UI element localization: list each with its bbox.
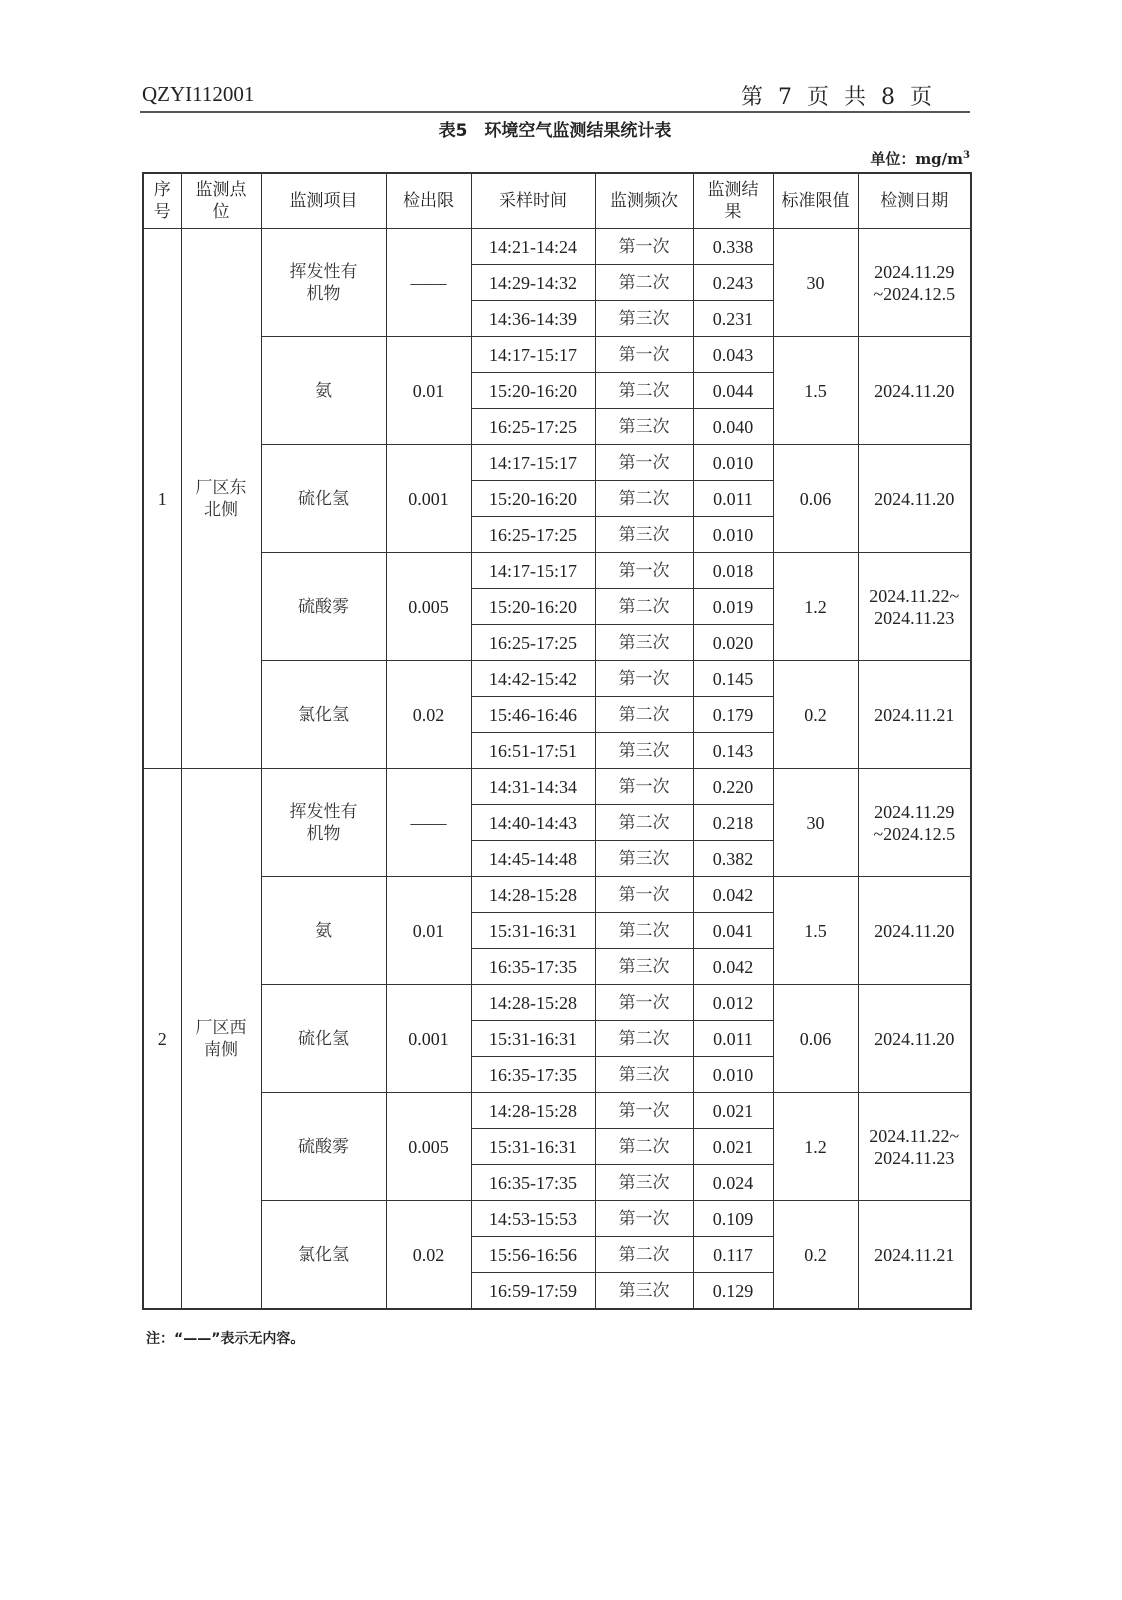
frequency: 第一次 [595, 445, 693, 481]
table-row [143, 985, 971, 1021]
result-value: 0.041 [693, 913, 773, 949]
result-value: 0.012 [693, 985, 773, 1021]
result-value: 0.019 [693, 589, 773, 625]
unit-superscript: 3 [963, 150, 970, 161]
result-value: 0.021 [693, 1093, 773, 1129]
standard-limit: 1.2 [773, 553, 858, 661]
test-date: 2024.11.20 [858, 445, 971, 553]
column-header-seq: 序号 [143, 173, 181, 229]
test-date: 2024.11.22~ 2024.11.23 [858, 1093, 971, 1201]
standard-limit: 1.5 [773, 877, 858, 985]
frequency: 第二次 [595, 805, 693, 841]
frequency: 第一次 [595, 1201, 693, 1237]
sampling-time: 14:40-14:43 [471, 805, 595, 841]
frequency: 第二次 [595, 589, 693, 625]
result-value: 0.179 [693, 697, 773, 733]
column-header-detection-limit: 检出限 [386, 173, 471, 229]
standard-limit: 1.2 [773, 1093, 858, 1201]
detection-limit: —— [386, 769, 471, 877]
column-header-test-date: 检测日期 [858, 173, 971, 229]
table-row [143, 769, 971, 805]
sampling-time: 14:31-14:34 [471, 769, 595, 805]
frequency: 第三次 [595, 625, 693, 661]
item-name: 硫化氢 [261, 985, 386, 1093]
item-name: 挥发性有机物 [261, 769, 386, 877]
sampling-time: 14:29-14:32 [471, 265, 595, 301]
frequency: 第二次 [595, 265, 693, 301]
test-date: 2024.11.29 ~2024.12.5 [858, 769, 971, 877]
frequency: 第三次 [595, 1057, 693, 1093]
frequency: 第二次 [595, 481, 693, 517]
item-name: 硫酸雾 [261, 553, 386, 661]
sampling-time: 16:25-17:25 [471, 517, 595, 553]
result-value: 0.382 [693, 841, 773, 877]
column-header-location: 监测点位 [181, 173, 261, 229]
footnote: 注：“——”表示无内容。 [146, 1331, 305, 1347]
sampling-time: 16:35-17:35 [471, 1057, 595, 1093]
sampling-time: 15:46-16:46 [471, 697, 595, 733]
column-header-standard-limit: 标准限值 [773, 173, 858, 229]
result-value: 0.011 [693, 481, 773, 517]
frequency: 第二次 [595, 913, 693, 949]
site-number: 2 [143, 769, 181, 1310]
test-date: 2024.11.21 [858, 1201, 971, 1310]
result-value: 0.010 [693, 517, 773, 553]
result-value: 0.338 [693, 229, 773, 265]
sampling-time: 15:31-16:31 [471, 913, 595, 949]
frequency: 第二次 [595, 1021, 693, 1057]
result-value: 0.129 [693, 1273, 773, 1310]
frequency: 第三次 [595, 409, 693, 445]
sampling-time: 14:17-15:17 [471, 337, 595, 373]
header-divider [140, 111, 970, 113]
result-value: 0.042 [693, 877, 773, 913]
result-value: 0.143 [693, 733, 773, 769]
frequency: 第一次 [595, 337, 693, 373]
result-value: 0.021 [693, 1129, 773, 1165]
frequency: 第一次 [595, 661, 693, 697]
sampling-time: 14:53-15:53 [471, 1201, 595, 1237]
table-row [143, 229, 971, 265]
document-code: QZYI112001 [142, 82, 255, 106]
sampling-time: 14:42-15:42 [471, 661, 595, 697]
page-indicator: 第 7 页 共 8 页 [741, 85, 936, 110]
result-value: 0.018 [693, 553, 773, 589]
frequency: 第二次 [595, 1237, 693, 1273]
result-value: 0.011 [693, 1021, 773, 1057]
result-value: 0.043 [693, 337, 773, 373]
result-value: 0.020 [693, 625, 773, 661]
frequency: 第三次 [595, 841, 693, 877]
table-row [143, 877, 971, 913]
sampling-time: 15:20-16:20 [471, 373, 595, 409]
sampling-time: 16:35-17:35 [471, 1165, 595, 1201]
sampling-time: 14:28-15:28 [471, 985, 595, 1021]
sampling-time: 14:28-15:28 [471, 1093, 595, 1129]
frequency: 第二次 [595, 1129, 693, 1165]
result-value: 0.243 [693, 265, 773, 301]
detection-limit: 0.02 [386, 1201, 471, 1310]
frequency: 第三次 [595, 1273, 693, 1310]
test-date: 2024.11.20 [858, 337, 971, 445]
standard-limit: 30 [773, 769, 858, 877]
sampling-time: 16:59-17:59 [471, 1273, 595, 1310]
sampling-time: 15:31-16:31 [471, 1021, 595, 1057]
standard-limit: 0.06 [773, 985, 858, 1093]
column-header-frequency: 监测频次 [595, 173, 693, 229]
sampling-time: 14:21-14:24 [471, 229, 595, 265]
standard-limit: 0.2 [773, 1201, 858, 1310]
result-value: 0.010 [693, 1057, 773, 1093]
frequency: 第三次 [595, 301, 693, 337]
sampling-time: 16:35-17:35 [471, 949, 595, 985]
detection-limit: 0.001 [386, 445, 471, 553]
frequency: 第二次 [595, 373, 693, 409]
test-date: 2024.11.29 ~2024.12.5 [858, 229, 971, 337]
sampling-time: 16:51-17:51 [471, 733, 595, 769]
result-value: 0.010 [693, 445, 773, 481]
item-name: 硫化氢 [261, 445, 386, 553]
detection-limit: 0.005 [386, 1093, 471, 1201]
sampling-time: 15:31-16:31 [471, 1129, 595, 1165]
table-row [143, 1201, 971, 1237]
test-date: 2024.11.20 [858, 877, 971, 985]
site-number: 1 [143, 229, 181, 769]
sampling-time: 15:20-16:20 [471, 481, 595, 517]
detection-limit: 0.005 [386, 553, 471, 661]
item-name: 硫酸雾 [261, 1093, 386, 1201]
table-row [143, 445, 971, 481]
item-name: 氯化氢 [261, 1201, 386, 1310]
sampling-time: 15:20-16:20 [471, 589, 595, 625]
table-row [143, 661, 971, 697]
site-location: 厂区西南侧 [181, 769, 261, 1310]
sampling-time: 14:17-15:17 [471, 553, 595, 589]
standard-limit: 0.2 [773, 661, 858, 769]
sampling-time: 14:36-14:39 [471, 301, 595, 337]
frequency: 第三次 [595, 949, 693, 985]
frequency: 第一次 [595, 229, 693, 265]
result-value: 0.231 [693, 301, 773, 337]
sampling-time: 14:45-14:48 [471, 841, 595, 877]
table-header-row [143, 173, 971, 229]
unit-text: 单位：mg/m [870, 150, 964, 168]
result-value: 0.220 [693, 769, 773, 805]
test-date: 2024.11.21 [858, 661, 971, 769]
detection-limit: 0.01 [386, 877, 471, 985]
result-value: 0.117 [693, 1237, 773, 1273]
table-row [143, 337, 971, 373]
site-location: 厂区东北侧 [181, 229, 261, 769]
frequency: 第三次 [595, 1165, 693, 1201]
result-value: 0.042 [693, 949, 773, 985]
monitoring-results-table [142, 172, 972, 1310]
table-row [143, 1093, 971, 1129]
detection-limit: 0.01 [386, 337, 471, 445]
result-value: 0.040 [693, 409, 773, 445]
frequency: 第一次 [595, 985, 693, 1021]
frequency: 第三次 [595, 733, 693, 769]
result-value: 0.145 [693, 661, 773, 697]
table-row [143, 553, 971, 589]
column-header-sampling-time: 采样时间 [471, 173, 595, 229]
sampling-time: 16:25-17:25 [471, 625, 595, 661]
test-date: 2024.11.22~ 2024.11.23 [858, 553, 971, 661]
detection-limit: 0.001 [386, 985, 471, 1093]
detection-limit: 0.02 [386, 661, 471, 769]
result-value: 0.024 [693, 1165, 773, 1201]
test-date: 2024.11.20 [858, 985, 971, 1093]
sampling-time: 14:28-15:28 [471, 877, 595, 913]
standard-limit: 1.5 [773, 337, 858, 445]
standard-limit: 0.06 [773, 445, 858, 553]
result-value: 0.044 [693, 373, 773, 409]
item-name: 氨 [261, 337, 386, 445]
detection-limit: —— [386, 229, 471, 337]
standard-limit: 30 [773, 229, 858, 337]
sampling-time: 14:17-15:17 [471, 445, 595, 481]
result-value: 0.109 [693, 1201, 773, 1237]
item-name: 挥发性有机物 [261, 229, 386, 337]
frequency: 第一次 [595, 877, 693, 913]
frequency: 第三次 [595, 517, 693, 553]
item-name: 氨 [261, 877, 386, 985]
result-value: 0.218 [693, 805, 773, 841]
column-header-item: 监测项目 [261, 173, 386, 229]
item-name: 氯化氢 [261, 661, 386, 769]
frequency: 第二次 [595, 697, 693, 733]
table-title: 表5 环境空气监测结果统计表 [438, 121, 672, 141]
column-header-result: 监测结果 [693, 173, 773, 229]
frequency: 第一次 [595, 553, 693, 589]
frequency: 第一次 [595, 769, 693, 805]
sampling-time: 16:25-17:25 [471, 409, 595, 445]
sampling-time: 15:56-16:56 [471, 1237, 595, 1273]
unit-label [870, 148, 970, 169]
frequency: 第一次 [595, 1093, 693, 1129]
